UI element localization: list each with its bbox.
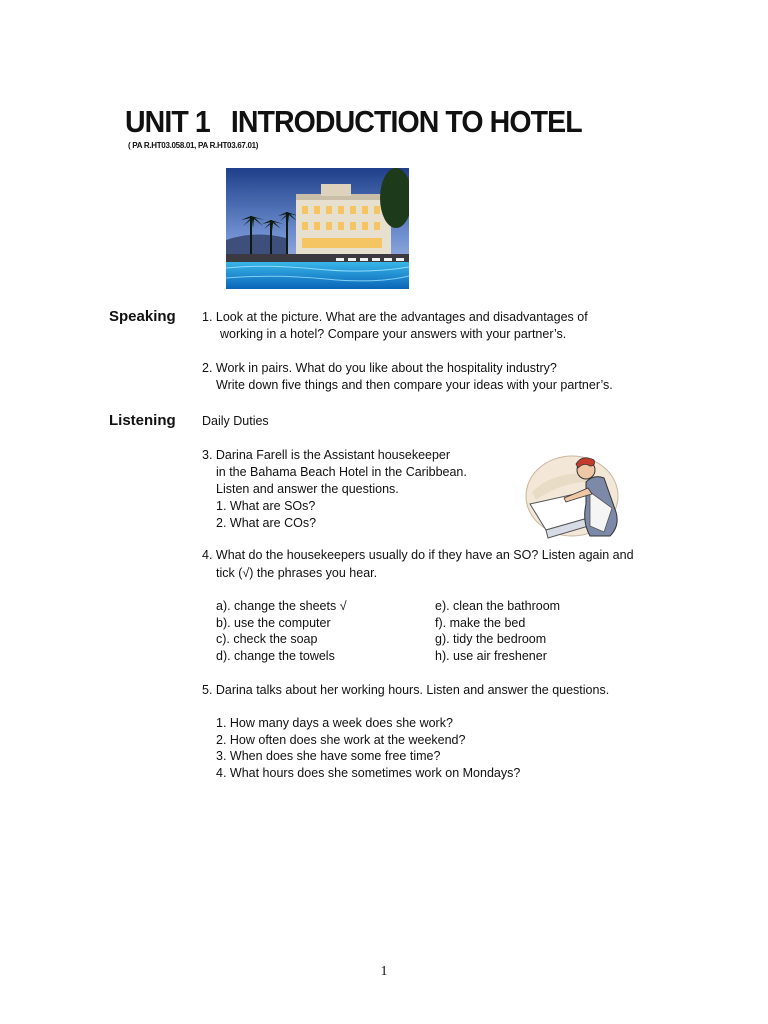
phrase-item: c). check the soap (216, 632, 318, 646)
phrase-item: h). use air freshener (435, 649, 547, 663)
speaking-q2-line2: Write down five things and then compare your ideas with your partner’s. (216, 378, 613, 392)
list-item: 3. When does she have some free time? (216, 749, 441, 763)
speaking-q1-line2: working in a hotel? Compare your answers with your partner’s. (220, 327, 567, 341)
phrase-item: d). change the towels (216, 649, 335, 663)
listening-label: Listening (109, 412, 176, 429)
list-item: 1. How many days a week does she work? (216, 716, 453, 730)
phrase-item: a). change the sheets √ (216, 599, 347, 613)
speaking-label: Speaking (109, 308, 176, 325)
phrase-item: b). use the computer (216, 616, 331, 630)
speaking-q2-line1: 2. Work in pairs. What do you like about the hospitality industry? (202, 361, 557, 375)
listening-q3-line1: 3. Darina Farell is the Assistant housekeeper (202, 448, 451, 462)
speaking-q1-line1: 1. Look at the picture. What are the advantages and disadvantages of (202, 310, 588, 324)
listening-q5-line1: 5. Darina talks about her working hours. Listen and answer the questions. (202, 683, 610, 697)
listening-q3-line2: in the Bahama Beach Hotel in the Caribbean. (216, 465, 467, 479)
phrase-item: f). make the bed (435, 616, 526, 630)
housekeeper-clipart (524, 452, 644, 542)
page-title: UNIT 1 INTRODUCTION TO HOTEL (125, 104, 582, 139)
list-item: 4. What hours does she sometimes work on Mondays? (216, 766, 521, 780)
list-item: 2. How often does she work at the weekend? (216, 733, 466, 747)
listening-q4-line2: tick (√) the phrases you hear. (216, 566, 378, 580)
list-item: 1. What are SOs? (216, 499, 316, 513)
listening-q4-line1: 4. What do the housekeepers usually do if they have an SO? Listen again and (202, 548, 634, 562)
list-item: 2. What are COs? (216, 516, 317, 530)
hotel-pool-photo (226, 168, 409, 289)
unit-code: ( PA R.HT03.058.01, PA R.HT03.67.01) (128, 141, 259, 150)
phrase-item: e). clean the bathroom (435, 599, 561, 613)
page-number: 1 (380, 964, 388, 979)
listening-q3-line3: Listen and answer the questions. (216, 482, 399, 496)
phrase-item: g). tidy the bedroom (435, 632, 547, 646)
listening-subtitle: Daily Duties (202, 414, 269, 428)
